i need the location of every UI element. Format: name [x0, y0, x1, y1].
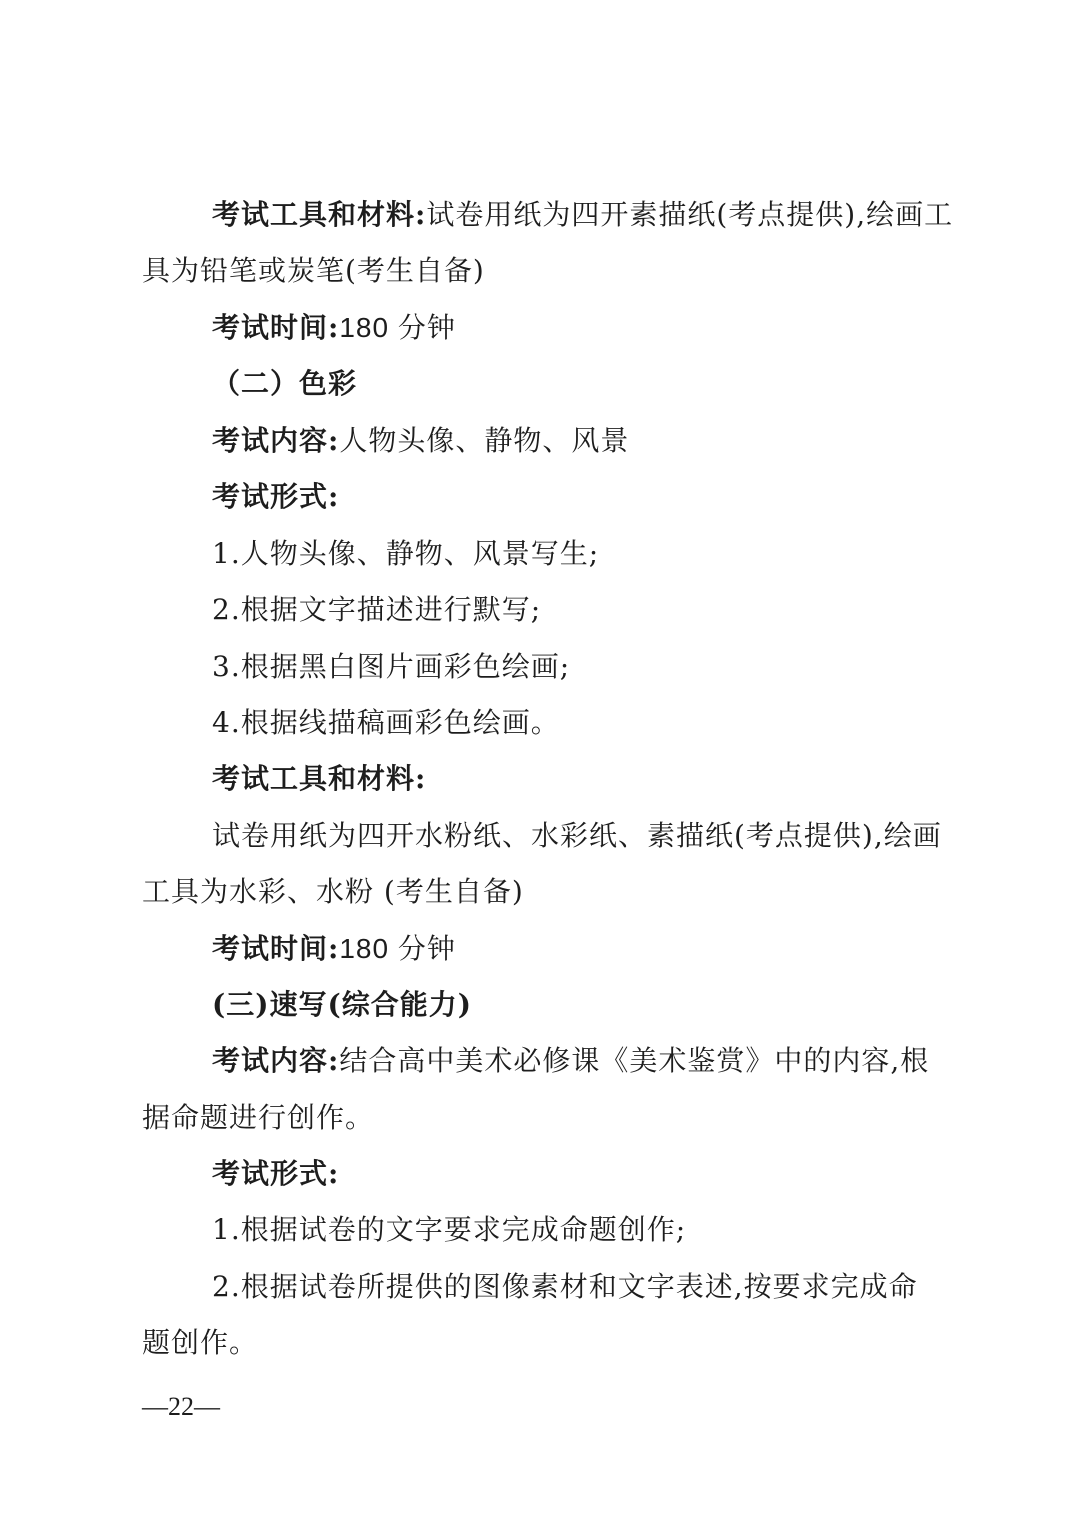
list-item-cont: [142, 1324, 258, 1362]
list-item: [212, 648, 570, 686]
label-exam-content: 考试内容:: [212, 424, 340, 457]
list-item-text: 2.根据文字描述进行默写;: [212, 593, 542, 626]
paragraph-exam-content-sketching: [212, 1042, 929, 1080]
label-exam-time: 考试时间:: [212, 932, 340, 965]
list-item: [212, 1211, 686, 1249]
list-item: [212, 704, 560, 742]
label-exam-content: 考试内容:: [212, 1044, 340, 1077]
list-item: [212, 591, 541, 629]
list-item-text: 1.根据试卷的文字要求完成命题创作;: [212, 1213, 687, 1246]
list-item-text: 1.人物头像、静物、风景写生;: [212, 537, 600, 570]
heading-sketching: (三)速写(综合能力): [212, 988, 472, 1021]
text-exam-content-cont: 据命题进行创作。: [142, 1101, 375, 1134]
page-number: —22—: [142, 1392, 220, 1421]
list-item-text: 2.根据试卷所提供的图像素材和文字表述,按要求完成命: [212, 1270, 918, 1303]
text-tools-materials-cont: 具为铅笔或炭笔(考生自备): [142, 254, 485, 287]
label-tools-materials: 考试工具和材料:: [212, 762, 427, 795]
text-exam-content: 人物头像、静物、风景: [339, 424, 630, 457]
paragraph-exam-form-sketching: [212, 1155, 339, 1193]
list-item-text: 题创作。: [142, 1326, 259, 1359]
list-item: [212, 535, 599, 573]
section-heading-color: [212, 365, 357, 403]
paragraph-exam-time-sketch: [212, 309, 456, 347]
text-exam-time: 180 分钟: [339, 312, 456, 343]
text-exam-content: 结合高中美术必修课《美术鉴赏》中的内容,根: [339, 1044, 930, 1077]
label-exam-form: 考试形式:: [212, 480, 340, 513]
section-heading-sketching: [212, 986, 472, 1024]
text-tools-materials-cont: 工具为水彩、水粉 (考生自备): [142, 875, 524, 908]
paragraph-tools-materials-color-text: [212, 817, 942, 855]
list-item-text: 3.根据黑白图片画彩色绘画;: [212, 650, 571, 683]
label-tools-materials: 考试工具和材料:: [212, 198, 427, 231]
paragraph-exam-content-sketching-cont: [142, 1099, 374, 1137]
label-exam-time: 考试时间:: [212, 311, 340, 344]
text-exam-time: 180 分钟: [339, 933, 456, 964]
text-tools-materials: 试卷用纸为四开水粉纸、水彩纸、素描纸(考点提供),绘画: [212, 819, 942, 852]
paragraph-tools-materials-sketch-cont: [142, 252, 485, 290]
paragraph-tools-materials-sketch: [212, 196, 953, 234]
paragraph-tools-materials-color: [212, 760, 426, 798]
paragraph-exam-content-color: [212, 422, 629, 460]
heading-color: （二）色彩: [212, 367, 358, 400]
list-item: [212, 1268, 918, 1306]
paragraph-exam-time-color: [212, 930, 456, 968]
paragraph-tools-materials-color-cont: [142, 873, 524, 911]
text-tools-materials: 试卷用纸为四开素描纸(考点提供),绘画工: [426, 198, 954, 231]
list-item-text: 4.根据线描稿画彩色绘画。: [212, 706, 560, 739]
label-exam-form: 考试形式:: [212, 1157, 340, 1190]
paragraph-exam-form-color: [212, 478, 339, 516]
